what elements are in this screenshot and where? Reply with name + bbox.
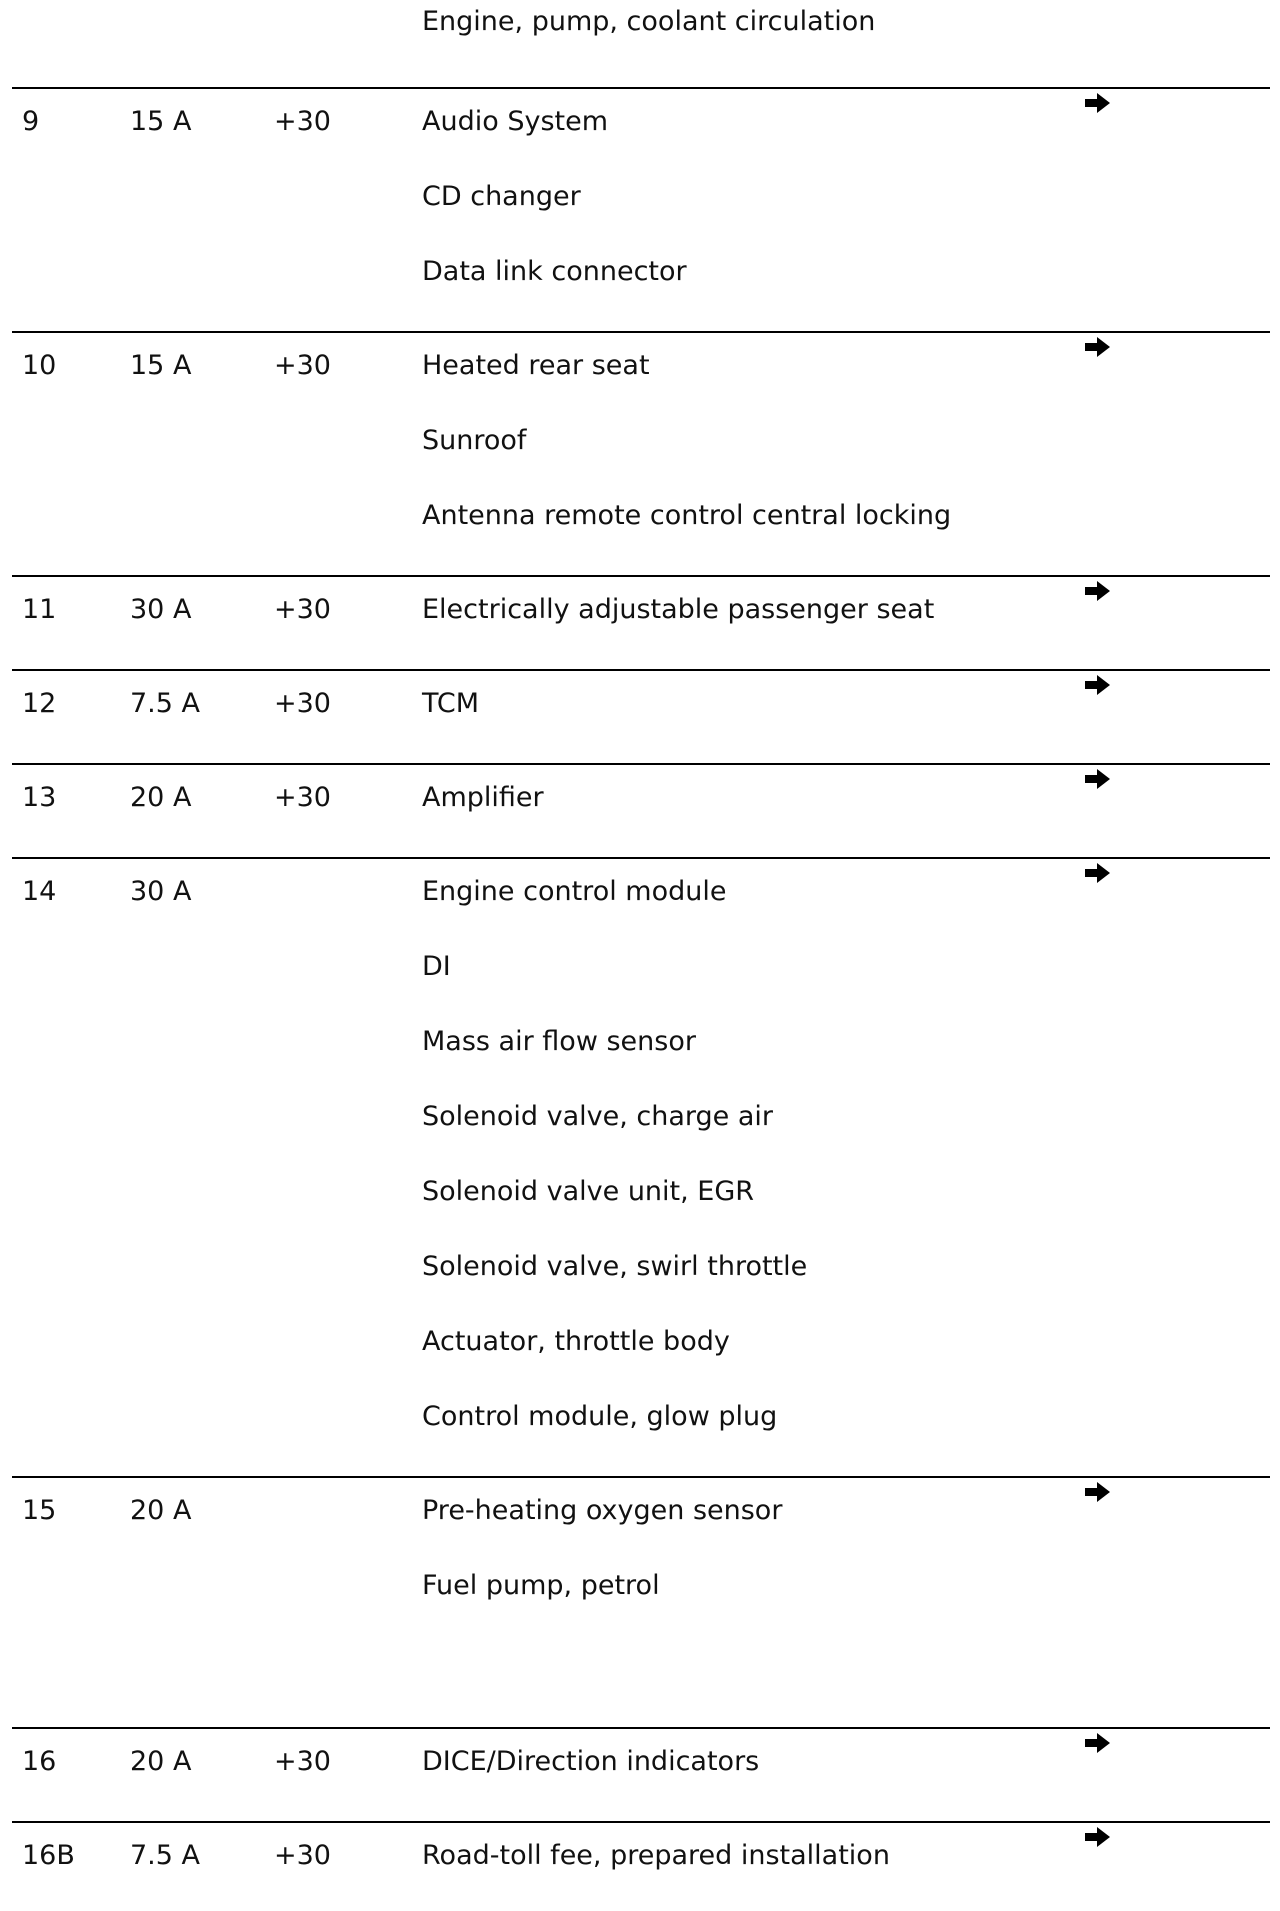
right-arrow-icon[interactable] [1084,1731,1114,1761]
right-arrow-icon[interactable] [1084,1825,1114,1855]
fuse-amperage: 20 A [130,1746,192,1777]
description-line: Antenna remote control central locking [422,500,952,531]
description-line: Road-toll fee, prepared installation [422,1840,890,1871]
right-arrow-icon[interactable] [1084,767,1114,797]
description-line: Solenoid valve, charge air [422,1101,774,1132]
right-arrow-icon[interactable] [1084,335,1114,365]
fuse-description [422,590,934,665]
fuse-terminal: +30 [274,1840,331,1871]
fuse-description [422,346,951,571]
fuse-description [422,778,544,853]
fuse-number: 12 [22,688,57,719]
description-line: TCM [422,688,480,719]
fuse-description [422,1491,782,1641]
description-line: Engine control module [422,876,727,907]
fuse-number: 13 [22,782,57,813]
continued-description: Engine, pump, coolant circulation [422,6,876,37]
fuse-row [12,669,1270,719]
description-line: Audio System [422,106,609,137]
right-arrow-icon[interactable] [1084,579,1114,609]
fuse-description [422,1836,890,1911]
fuse-row [12,331,1270,531]
description-line: Fuel pump, petrol [422,1570,660,1601]
fuse-row [12,1476,1270,1601]
fuse-amperage: 7.5 A [130,688,200,719]
right-arrow-icon[interactable] [1084,673,1114,703]
fuse-number: 16 [22,1746,57,1777]
fuse-amperage: 20 A [130,1495,192,1526]
description-line: DI [422,951,451,982]
description-line: Mass air flow sensor [422,1026,696,1057]
fuse-row [12,1727,1270,1777]
fuse-row [12,763,1270,813]
fuse-amperage: 15 A [130,350,192,381]
fuse-row [12,87,1270,287]
fuse-terminal: +30 [274,688,331,719]
fuse-amperage: 30 A [130,876,192,907]
fuse-amperage: 7.5 A [130,1840,200,1871]
fuse-number: 14 [22,876,57,907]
fuse-row [12,857,1270,1432]
fuse-terminal: +30 [274,1746,331,1777]
fuse-terminal: +30 [274,594,331,625]
fuse-description [422,1742,759,1817]
fuse-number: 11 [22,594,57,625]
fuse-amperage: 15 A [130,106,192,137]
description-line: Actuator, throttle body [422,1326,730,1357]
fuse-number: 16B [22,1840,75,1871]
fuse-number: 15 [22,1495,57,1526]
description-line: Electrically adjustable passenger seat [422,594,935,625]
fuse-row [12,575,1270,625]
description-line: DICE/Direction indicators [422,1746,760,1777]
fuse-row [12,1821,1270,1871]
fuse-number: 9 [22,106,40,137]
description-line: Data link connector [422,256,687,287]
right-arrow-icon[interactable] [1084,91,1114,121]
fuse-number: 10 [22,350,57,381]
fuse-terminal: +30 [274,782,331,813]
fuse-amperage: 30 A [130,594,192,625]
fuse-description [422,872,807,1472]
description-line: Pre-heating oxygen sensor [422,1495,783,1526]
description-line: Control module, glow plug [422,1401,778,1432]
description-line: CD changer [422,181,581,212]
fuse-amperage: 20 A [130,782,192,813]
description-line: Solenoid valve, swirl throttle [422,1251,808,1282]
right-arrow-icon[interactable] [1084,861,1114,891]
fuse-description [422,102,687,327]
description-line: Amplifier [422,782,544,813]
description-line: Sunroof [422,425,527,456]
fuse-description [422,684,479,759]
fuse-terminal: +30 [274,106,331,137]
right-arrow-icon[interactable] [1084,1480,1114,1510]
fuse-terminal: +30 [274,350,331,381]
description-line: Heated rear seat [422,350,650,381]
description-line: Solenoid valve unit, EGR [422,1176,755,1207]
